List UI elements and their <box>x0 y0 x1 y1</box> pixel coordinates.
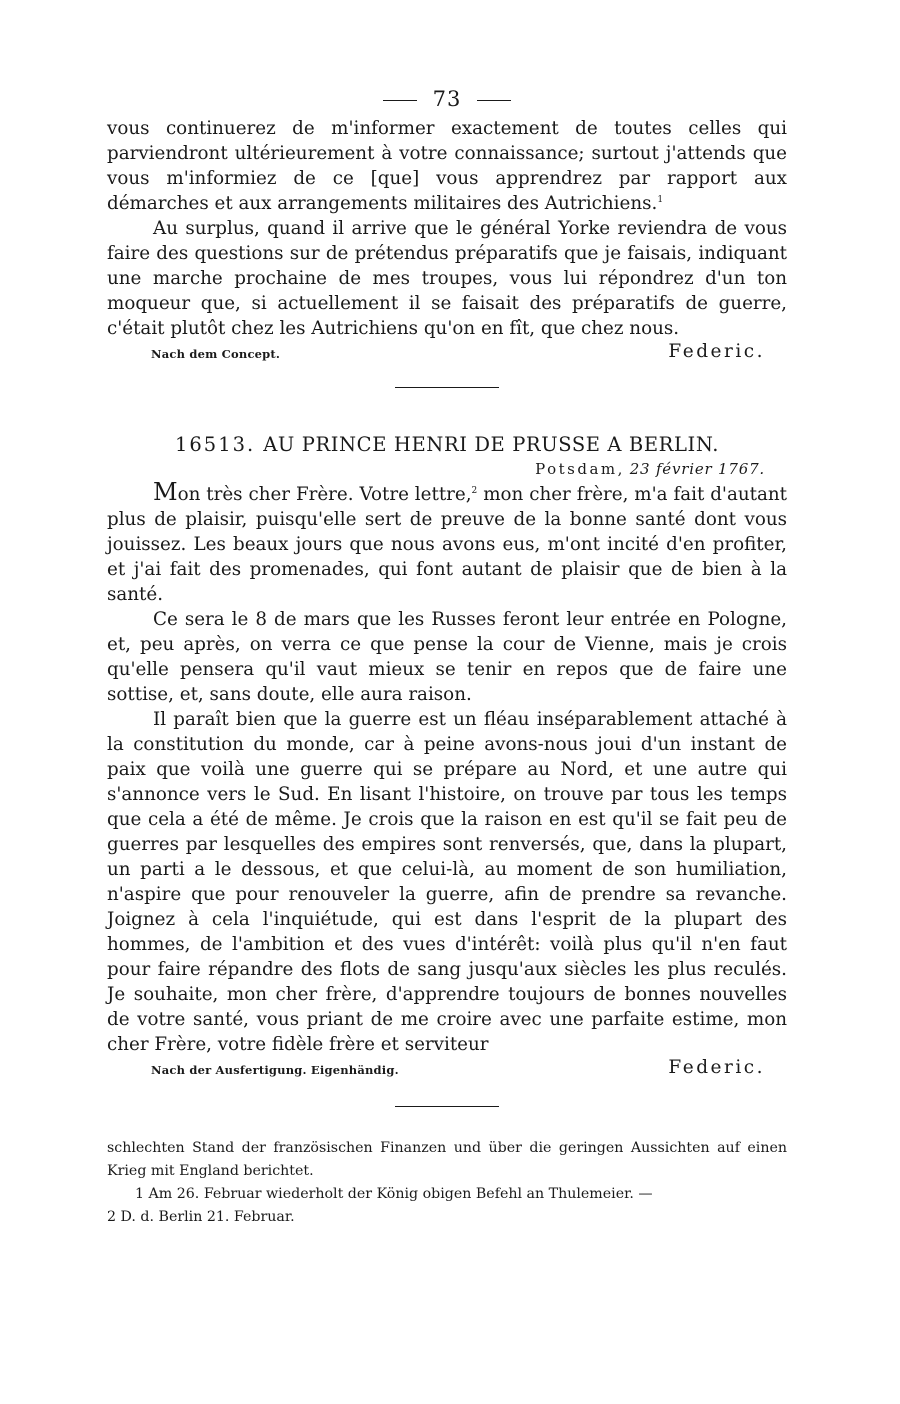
header-dash-left <box>383 100 417 101</box>
first-closing <box>107 341 787 366</box>
letter-heading <box>107 432 787 458</box>
header-dash-right <box>477 100 511 101</box>
letter-number: 16513. <box>174 433 256 456</box>
continuation-paragraph-2: Au surplus, quand il arrive que le général Yorke reviendra de vous faire des questions sur de prétendus préparatifs que je faisais, indiquant une marche prochaine de mes troupes, vous lui répondrez d'un ton moqueur que, si actuellement il se faisait des préparatifs de guerre, c'était plutôt chez les Autrichiens qu'on en fît, que chez nous. <box>107 218 787 339</box>
letter-opening-paragraph: Mon très cher Frère. Votre lettre,$^2$ mon cher frère, m'a fait d'autant plus de plaisir, puisqu'elle sert de preuve de la bonne santé dont vous jouissez. Les beaux jours que nous avons eus, m'ont incité d'en profiter, et j'ai fait des promenades, qui font autant de plaisir que de bien à la santé. <box>107 478 787 605</box>
letter-date: 23 février 1767. <box>629 460 765 478</box>
signature: Federic. <box>668 341 765 362</box>
footnote-1: 1 Am 26. Februar wiederholt der König obigen Befehl an Thulemeier. — <box>135 1186 653 1202</box>
footnote-mark: 1 <box>657 195 664 205</box>
letter-dateline <box>107 458 787 480</box>
continuation-paragraph-1: vous continuerez de m'informer exactement de toutes celles qui parviendront ultérieurement à votre connaissance; surtout j'attends que vous m'informiez de ce [que] vous apprendrez par rapport aux démarches et aux arrangements militaires des Autrichiens.$^1$ <box>107 118 787 214</box>
signature: Federic. <box>668 1057 765 1078</box>
page-number-header <box>107 84 787 116</box>
document-page <box>107 84 787 1229</box>
letter-place: Potsdam, <box>535 460 625 478</box>
footnote-carryover: schlechten Stand der französischen Finanzen und über die geringen Aussichten auf einen Krieg mit England berichtet. <box>107 1140 787 1179</box>
letter-paragraph-3: Il paraît bien que la guerre est un fléau inséparablement attaché à la constitution du monde, car à peine avons-nous joui d'un instant de paix que voilà une guerre qui se prépare au Nord, et une autre qui s'annonce vers le Sud. En lisant l'histoire, on trouve par tous les temps que cela a été de même. Je crois que la raison en est qu'il se fait peu de guerres par lesquelles des empires sont renversés, que, dans la plupart, un parti a le dessous, et que celui-là, au moment de son humiliation, n'aspire que pour renouveler la guerre, afin de prendre sa revanche. Joignez à cela l'inquiétude, qui est dans l'esprit de la plupart des hommes, de l'ambition et des vues d'intérêt: voilà plus qu'il n'en faut pour faire répandre des flots de sang jusqu'aux siècles les plus reculés. Je souhaite, mon cher frère, d'apprendre toujours de bonnes nouvelles de votre santé, vous priant de me croire avec une parfaite estime, mon cher Frère, votre fidèle frère et serviteur <box>107 709 787 1055</box>
footnote-2: 2 D. d. Berlin 21. Februar. <box>107 1209 295 1225</box>
letter-paragraph-2: Ce sera le 8 de mars que les Russes feront leur entrée en Pologne, et, peu après, on verra ce que pense la cour de Vienne, mais je crois qu'elle pensera qu'il vaut mieux se tenir en repos que de faire une sottise, et, sans doute, elle aura raison. <box>107 609 787 705</box>
footnotes <box>107 1137 787 1229</box>
letter-closing <box>107 1057 787 1082</box>
letter-recipient: AU PRINCE HENRI DE PRUSSE A BERLIN. <box>263 433 720 456</box>
page-number: 73 <box>432 87 462 111</box>
footnote-mark: 2 <box>471 486 478 496</box>
source-note: Nach dem Concept. <box>151 347 281 361</box>
source-note: Nach der Ausfertigung. Eigenhändig. <box>151 1063 399 1077</box>
